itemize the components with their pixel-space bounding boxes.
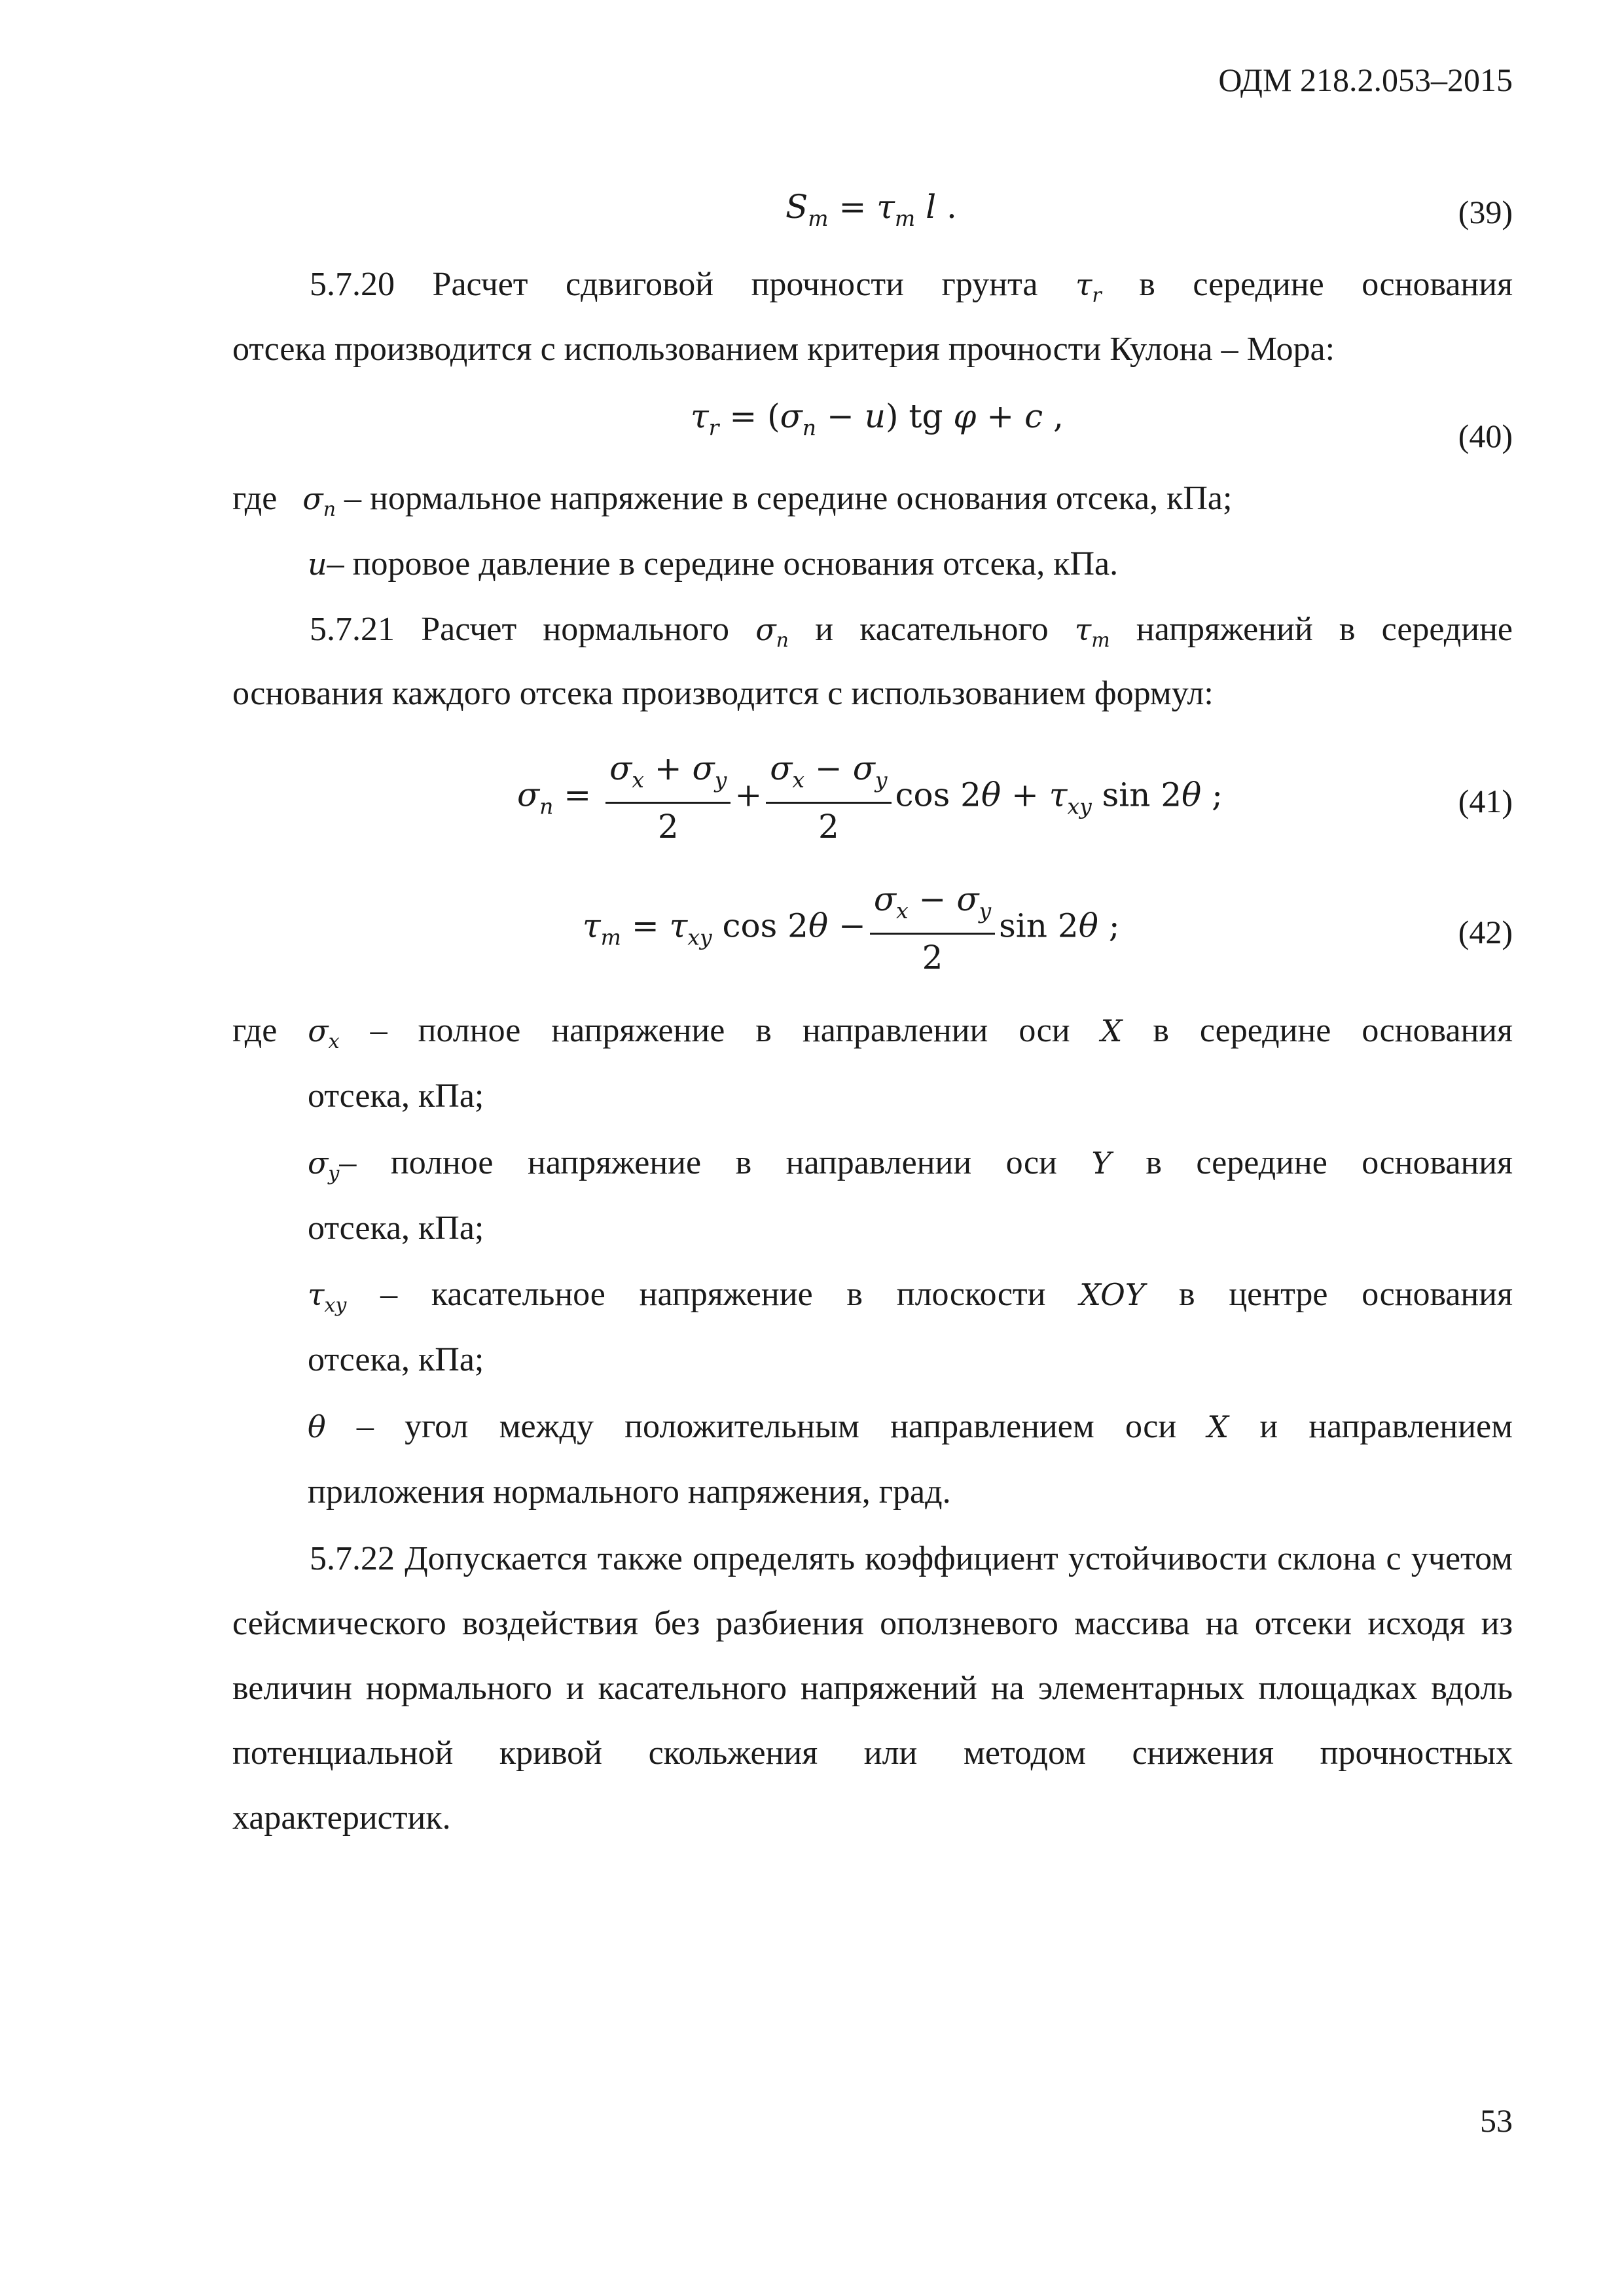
where-tau-xy-line2: отсека, кПа; <box>308 1341 484 1378</box>
document-code: ОДМ 218.2.053–2015 <box>1218 62 1513 98</box>
paragraph-5-7-21-line1: 5.7.21 Расчет нормального $\sigma_n$ и касательного $\tau_m$ напряжений в середине <box>310 611 1513 653</box>
where-u: u– поровое давление в середине основания отсека, кПа. <box>308 545 1119 583</box>
formula-41-expression: $\sigma_n$ = $\frac{\sigma_x + \sigma_y}{2}$ + $\frac{\sigma_x - \sigma_y}{2}$ $\cos 2\theta + \tau_{xy}$ sin 2θ ; <box>517 749 1223 846</box>
where-theta-line2: приложения нормального напряжения, град. <box>308 1473 951 1511</box>
where-sigma-y-line2: отсека, кПа; <box>308 1210 484 1247</box>
paragraph-5-7-20-line2: отсека производится с использованием критерия прочности Кулона – Мора: <box>232 331 1335 368</box>
formula-40-number: (40) <box>1458 418 1513 454</box>
formula-42 <box>232 880 1513 978</box>
formula-39-expression: $S_m = \tau_m$ l . <box>785 188 957 231</box>
page-number: 53 <box>1480 2102 1513 2139</box>
formula-39 <box>232 187 1513 232</box>
formula-40-expression: $\tau_r = (\sigma_n - u)$ tg φ + c , <box>691 397 1064 440</box>
where-sigma-y-line1: $\sigma_y-$ полное напряжение в направлении оси Y в середине основания <box>308 1144 1513 1186</box>
where-sigma-x-line2: отсека, кПа; <box>308 1077 484 1115</box>
where-tau-xy-line1: $\tau_{xy}$ – касательное напряжение в плоскости XOY в центре основания <box>308 1276 1513 1318</box>
formula-39-number: (39) <box>1458 194 1513 230</box>
formula-42-number: (42) <box>1458 914 1513 950</box>
where-sigma-n: где $\sigma_n$ – нормальное напряжение в середине основания отсека, кПа; <box>232 480 1233 522</box>
formula-42-expression: $\tau_m = \tau_{xy}$ cos 2θ − $\frac{\sigma_x - \sigma_y}{2}$ sin 2θ ; <box>583 880 1120 977</box>
where-sigma-x-line1: где $\sigma_x$ – полное напряжение в направлении оси X в середине основания <box>232 1012 1513 1054</box>
paragraph-5-7-20-line1: 5.7.20 Расчет сдвиговой прочности грунта $\tau_r$ в середине основания <box>310 266 1513 308</box>
where-theta-line1: θ – угол между положительным направлением оси X и направлением <box>308 1408 1513 1445</box>
formula-41 <box>232 749 1513 848</box>
formula-41-number: (41) <box>1458 783 1513 819</box>
paragraph-5-7-21-line2: основания каждого отсека производится с использованием формул: <box>232 675 1214 712</box>
paragraph-5-7-22: 5.7.22 Допускается также определять коэффициент устойчивости склона с учетом сейсмического воздействия без разбиения оползневого массива на отсеки исходя из величин нормального и касательного напряжений на элементарных площадках вдоль потенциальной кривой скольжения или методом снижения прочностных характеристик. <box>232 1540 1513 1837</box>
formula-40 <box>232 396 1513 454</box>
